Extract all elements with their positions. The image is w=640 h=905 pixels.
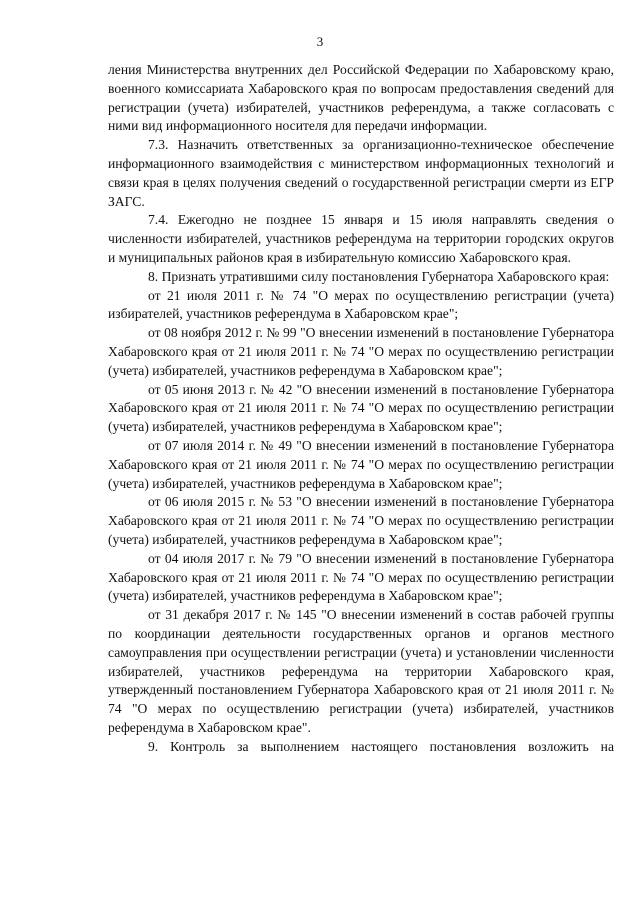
paragraph: от 04 июля 2017 г. № 79 "О внесении изменений в постановление Губернатора Хабаровского края от 21 июля 2011 г. № 74 "О мерах по осуществлению регистрации (учета) избирателей, участников референдума в Хабаровском крае"; bbox=[108, 550, 614, 604]
paragraph: 8. Признать утратившими силу постановления Губернатора Хабаровского края: bbox=[148, 268, 610, 284]
paragraph: от 05 июня 2013 г. № 42 "О внесении изменений в постановление Губернатора Хабаровского края от 21 июля 2011 г. № 74 "О мерах по осуществлению регистрации (учета) избирателей, участников референдума в Хабаровском крае"; bbox=[108, 381, 614, 435]
paragraph: 9. Контроль за выполнением настоящего постановления возложить на bbox=[148, 738, 614, 754]
document-body bbox=[108, 61, 614, 756]
paragraph: от 06 июля 2015 г. № 53 "О внесении изменений в постановление Губернатора Хабаровского края от 21 июля 2011 г. № 74 "О мерах по осуществлению регистрации (учета) избирателей, участников референдума в Хабаровском крае"; bbox=[108, 494, 614, 547]
page-number: 3 bbox=[316, 34, 324, 49]
paragraph: от 21 июля 2011 г. № 74 "О мерах по осуществлению регистрации (учета) избирателей, участников референдума в Хабаровском крае"; bbox=[108, 287, 614, 322]
paragraph: ления Министерства внутренних дел Российской Федерации по Хабаровскому краю, военного комиссариата Хабаровского края по вопросам предоставления сведений для регистрации (учета) избирателей, участников референдума, а также согласовать с ними вид информационного носителя для передачи информации. bbox=[108, 62, 614, 134]
paragraph: 7.4. Ежегодно не позднее 15 января и 15 июля направлять сведения о численности избирателей, участников референдума на территории городских округов и муниципальных районов края в избирательную комиссию Хабаровского края. bbox=[108, 212, 614, 265]
paragraph: 7.3. Назначить ответственных за организационно-техническое обеспечение информационного взаимодействия с министерством информационных технологий и связи края в целях получения сведений о государственной регистрации смерти из ЕГР ЗАГС. bbox=[108, 137, 614, 209]
paragraph: от 08 ноября 2012 г. № 99 "О внесении изменений в постановление Губернатора Хабаровского края от 21 июля 2011 г. № 74 "О мерах по осуществлению регистрации (учета) избирателей, участников референдума в Хабаровском крае"; bbox=[108, 325, 614, 378]
paragraph: от 07 июля 2014 г. № 49 "О внесении изменений в постановление Губернатора Хабаровского края от 21 июля 2011 г. № 74 "О мерах по осуществлению регистрации (учета) избирателей, участников референдума в Хабаровском крае"; bbox=[108, 437, 614, 491]
paragraph: от 31 декабря 2017 г. № 145 "О внесении изменений в состав рабочей группы по координации деятельности государственных органов и органов местного самоуправления при осуществлении регистрации (учета) и установлении численности избирателей, участников референдума на территории Хабаровского края, утвержденный постановлением Губернатора Хабаровского края от 21 июля 2011 г. № 74 "О мерах по осуществлению регистрации (учета) избирателей, участников референдума в Хабаровском крае". bbox=[108, 607, 614, 735]
